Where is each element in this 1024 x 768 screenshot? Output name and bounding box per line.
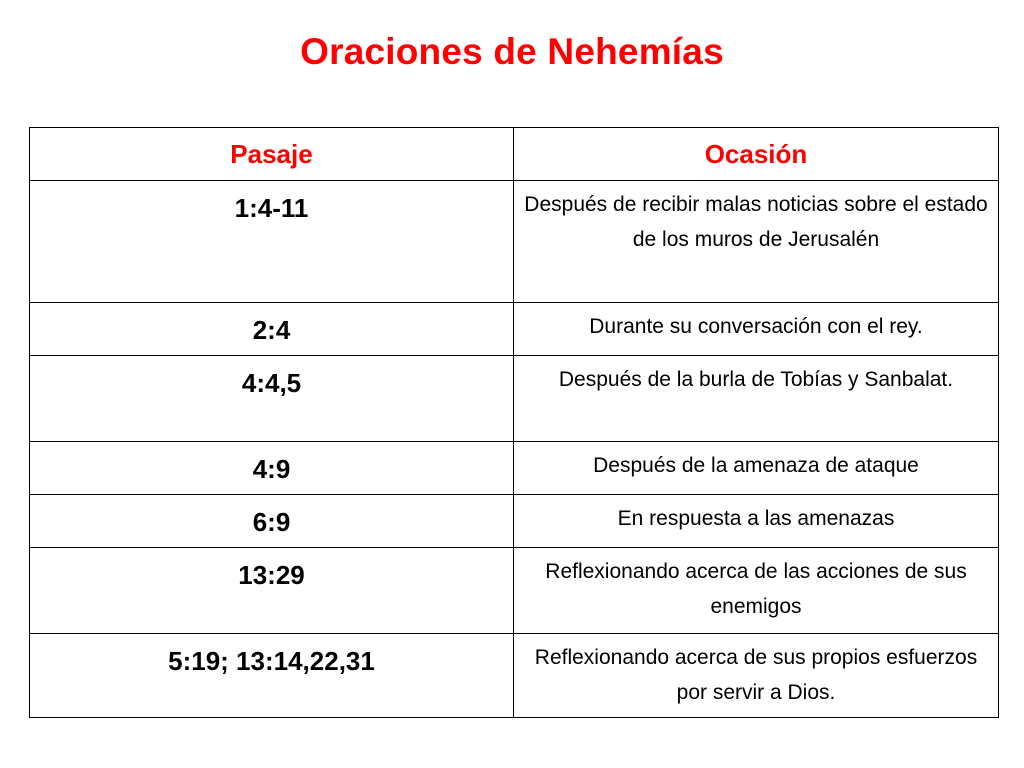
- table-row: [30, 442, 999, 495]
- pasaje-cell: 2:4: [30, 303, 514, 356]
- table-row: [30, 181, 999, 303]
- ocasion-cell: Después de la burla de Tobías y Sanbalat.: [514, 356, 999, 442]
- pasaje-cell: 1:4-11: [30, 181, 514, 303]
- header-pasaje: Pasaje: [30, 128, 514, 181]
- pasaje-cell: 5:19; 13:14,22,31: [30, 634, 514, 718]
- table-row: [30, 548, 999, 634]
- slide-title: Oraciones de Nehemías: [300, 31, 724, 72]
- pasaje-cell: 6:9: [30, 495, 514, 548]
- pasaje-cell: 13:29: [30, 548, 514, 634]
- pasaje-cell: 4:9: [30, 442, 514, 495]
- ocasion-cell: Reflexionando acerca de las acciones de sus enemigos: [514, 548, 999, 634]
- ocasion-cell: Después de la amenaza de ataque: [514, 442, 999, 495]
- ocasion-cell: Reflexionando acerca de sus propios esfuerzos por servir a Dios.: [514, 634, 999, 718]
- ocasion-cell: Después de recibir malas noticias sobre el estado de los muros de Jerusalén: [514, 181, 999, 303]
- table-row: [30, 495, 999, 548]
- table-row: [30, 303, 999, 356]
- table-row: [30, 634, 999, 718]
- ocasion-cell: En respuesta a las amenazas: [514, 495, 999, 548]
- prayers-table: [29, 127, 999, 718]
- pasaje-cell: 4:4,5: [30, 356, 514, 442]
- ocasion-cell: Durante su conversación con el rey.: [514, 303, 999, 356]
- table-header-row: [30, 128, 999, 181]
- table-row: [30, 356, 999, 442]
- header-ocasion: Ocasión: [514, 128, 999, 181]
